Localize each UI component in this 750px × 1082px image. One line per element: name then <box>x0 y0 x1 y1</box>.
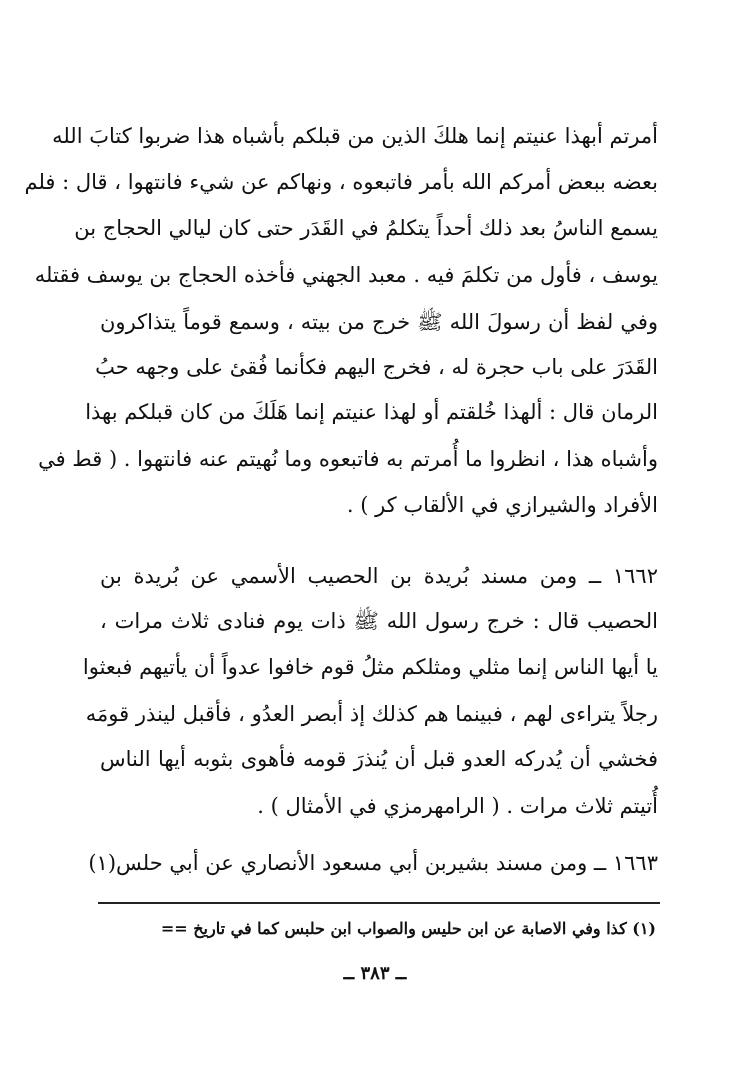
text-line-5: وفي لفظ أن رسولَ الله ﷺ خرج من بيته ، وسمع قوماً يتذاكرون <box>100 310 658 334</box>
text-line-13: رجلاً يتراءى لهم ، فبينما هم كذلك إذ أبصر العدُو ، فأقبل لينذر قومَه <box>85 702 658 726</box>
text-line-1: أمرتم أبهذا عنيتم إنما هلكَ الذين من قبلكم بأشباه هذا ضربوا كتابَ الله <box>52 124 658 148</box>
text-line-4: يوسف ، فأول من تكلمَ فيه . معبد الجهني فأخذه الحجاج بن يوسف فقتله <box>34 263 658 287</box>
text-line-6: القَدَرَ على باب حجرة له ، فخرج اليهم فكأنما فُقئ على وجهه حبُ <box>95 355 658 379</box>
text-line-9: الأفراد والشيرازي في الألقاب كر ) . <box>346 493 658 517</box>
page-number: ــ ٣٨٣ ــ <box>343 963 407 984</box>
text-line-15: أُتيتم ثلاث مرات . ( الرامهرمزي في الأمثال ) . <box>257 794 658 818</box>
footnote-divider <box>98 902 660 904</box>
hadith-1663-heading: ١٦٦٣ ــ ومن مسند بشيربن أبي مسعود الأنصاري عن أبي حلس(١) <box>88 851 658 875</box>
hadith-1662-heading: ١٦٦٢ ــ ومن مسند بُريدة بن الحصيب الأسمي عن بُريدة بن <box>100 564 658 588</box>
text-line-7: الرمان قال : ألهذا خُلقتم أو لهذا عنيتم إنما هَلَكَ من كان قبلكم بهذا <box>85 400 658 424</box>
text-line-14: فخشي أن يُدركه العدو قبل أن يُنذرَ قومه فأهوى بثوبه أيها الناس <box>100 747 658 771</box>
footnote: (١) كذا وفي الاصابة عن ابن حليس والصواب ابن حلبس كما في تاريخ == <box>160 919 656 938</box>
text-line-12: يا أيها الناس إنما مثلي ومثلكم مثلُ قوم خافوا عدواً أن يأتيهم فبعثوا <box>82 655 658 679</box>
text-line-3: يسمع الناسُ بعد ذلك أحداً يتكلمُ في القَدَر حتى كان ليالي الحجاج بن <box>74 216 658 240</box>
text-line-2: بعضه ببعض أمركم الله بأمر فاتبعوه ، ونهاكم عن شيء فانتهوا ، قال : فلم <box>24 170 658 194</box>
text-line-11: الحصيب قال : خرج رسول الله ﷺ ذات يوم فنادى ثلاث مرات ، <box>100 609 658 633</box>
text-line-8: وأشباه هذا ، انظروا ما أُمرتم به فاتبعوه وما نُهيتم عنه فانتهوا . ( قط في <box>38 447 658 471</box>
